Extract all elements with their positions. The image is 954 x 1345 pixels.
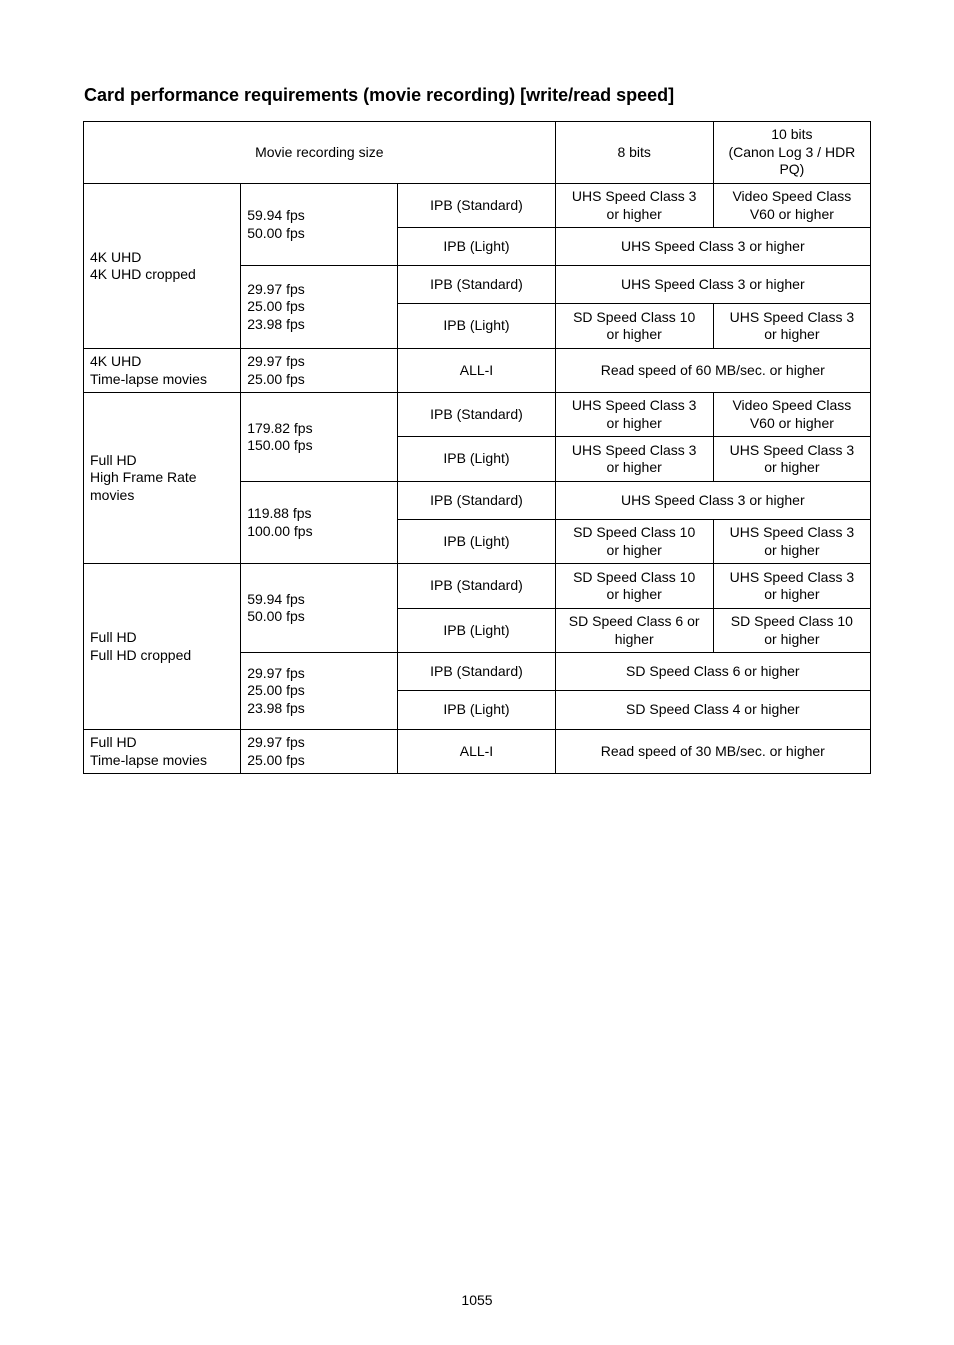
req-8bit-cell: UHS Speed Class 3 or higher — [555, 184, 713, 228]
mode-cell: IPB (Light) — [398, 520, 555, 564]
mode-cell: IPB (Standard) — [398, 482, 555, 520]
table-row — [84, 349, 871, 393]
req-8bit-cell: SD Speed Class 10 or higher — [555, 564, 713, 609]
table-row — [84, 393, 871, 437]
req-both-cell: UHS Speed Class 3 or higher — [555, 266, 870, 304]
req-10bit-cell: UHS Speed Class 3 or higher — [713, 437, 870, 482]
mode-cell: IPB (Standard) — [398, 564, 555, 609]
page-title: Card performance requirements (movie recording) [write/read speed] — [84, 85, 675, 105]
req-8bit-cell: UHS Speed Class 3 or higher — [555, 437, 713, 482]
fps-cell: 29.97 fps 25.00 fps — [241, 349, 398, 393]
req-both-cell: SD Speed Class 6 or higher — [555, 653, 870, 691]
size-cell: Full HD Time-lapse movies — [84, 730, 241, 774]
mode-cell: IPB (Light) — [398, 609, 555, 653]
req-10bit-cell: Video Speed Class V60 or higher — [713, 184, 870, 228]
fps-cell: 179.82 fps 150.00 fps — [241, 393, 398, 482]
req-10bit-cell: Video Speed Class V60 or higher — [713, 393, 870, 437]
mode-cell: IPB (Standard) — [398, 184, 555, 228]
size-cell: 4K UHD Time-lapse movies — [84, 349, 241, 393]
req-both-cell: Read speed of 30 MB/sec. or higher — [555, 730, 870, 774]
mode-cell: IPB (Standard) — [398, 266, 555, 304]
page-number: 1055 — [461, 1292, 493, 1308]
header-10-bits: 10 bits (Canon Log 3 / HDR PQ) — [713, 122, 870, 184]
mode-cell: ALL-I — [398, 349, 555, 393]
mode-cell: IPB (Light) — [398, 691, 555, 730]
table-row — [84, 730, 871, 774]
req-both-cell: SD Speed Class 4 or higher — [555, 691, 870, 730]
req-8bit-cell: SD Speed Class 6 or higher — [555, 609, 713, 653]
mode-cell: IPB (Standard) — [398, 393, 555, 437]
header-row — [84, 122, 871, 184]
fps-cell: 59.94 fps 50.00 fps — [241, 564, 398, 653]
size-cell: Full HD Full HD cropped — [84, 564, 241, 730]
mode-cell: ALL-I — [398, 730, 555, 774]
req-both-cell: Read speed of 60 MB/sec. or higher — [555, 349, 870, 393]
req-both-cell: UHS Speed Class 3 or higher — [555, 482, 870, 520]
mode-cell: IPB (Light) — [398, 304, 555, 349]
card-requirements-table — [83, 121, 871, 774]
size-cell: Full HD High Frame Rate movies — [84, 393, 241, 564]
req-10bit-cell: UHS Speed Class 3 or higher — [713, 564, 870, 609]
req-10bit-cell: UHS Speed Class 3 or higher — [713, 304, 870, 349]
size-cell: 4K UHD 4K UHD cropped — [84, 184, 241, 349]
mode-cell: IPB (Standard) — [398, 653, 555, 691]
mode-cell: IPB (Light) — [398, 437, 555, 482]
fps-cell: 59.94 fps 50.00 fps — [241, 184, 398, 266]
table-row — [84, 564, 871, 609]
header-8-bits: 8 bits — [555, 122, 713, 184]
req-both-cell: UHS Speed Class 3 or higher — [555, 228, 870, 266]
table-row — [84, 184, 871, 228]
req-10bit-cell: UHS Speed Class 3 or higher — [713, 520, 870, 564]
fps-cell: 29.97 fps 25.00 fps 23.98 fps — [241, 653, 398, 730]
req-8bit-cell: SD Speed Class 10 or higher — [555, 304, 713, 349]
req-8bit-cell: UHS Speed Class 3 or higher — [555, 393, 713, 437]
req-8bit-cell: SD Speed Class 10 or higher — [555, 520, 713, 564]
fps-cell: 29.97 fps 25.00 fps 23.98 fps — [241, 266, 398, 349]
fps-cell: 29.97 fps 25.00 fps — [241, 730, 398, 774]
header-movie-recording-size: Movie recording size — [84, 122, 556, 184]
req-10bit-cell: SD Speed Class 10 or higher — [713, 609, 870, 653]
mode-cell: IPB (Light) — [398, 228, 555, 266]
fps-cell: 119.88 fps 100.00 fps — [241, 482, 398, 564]
